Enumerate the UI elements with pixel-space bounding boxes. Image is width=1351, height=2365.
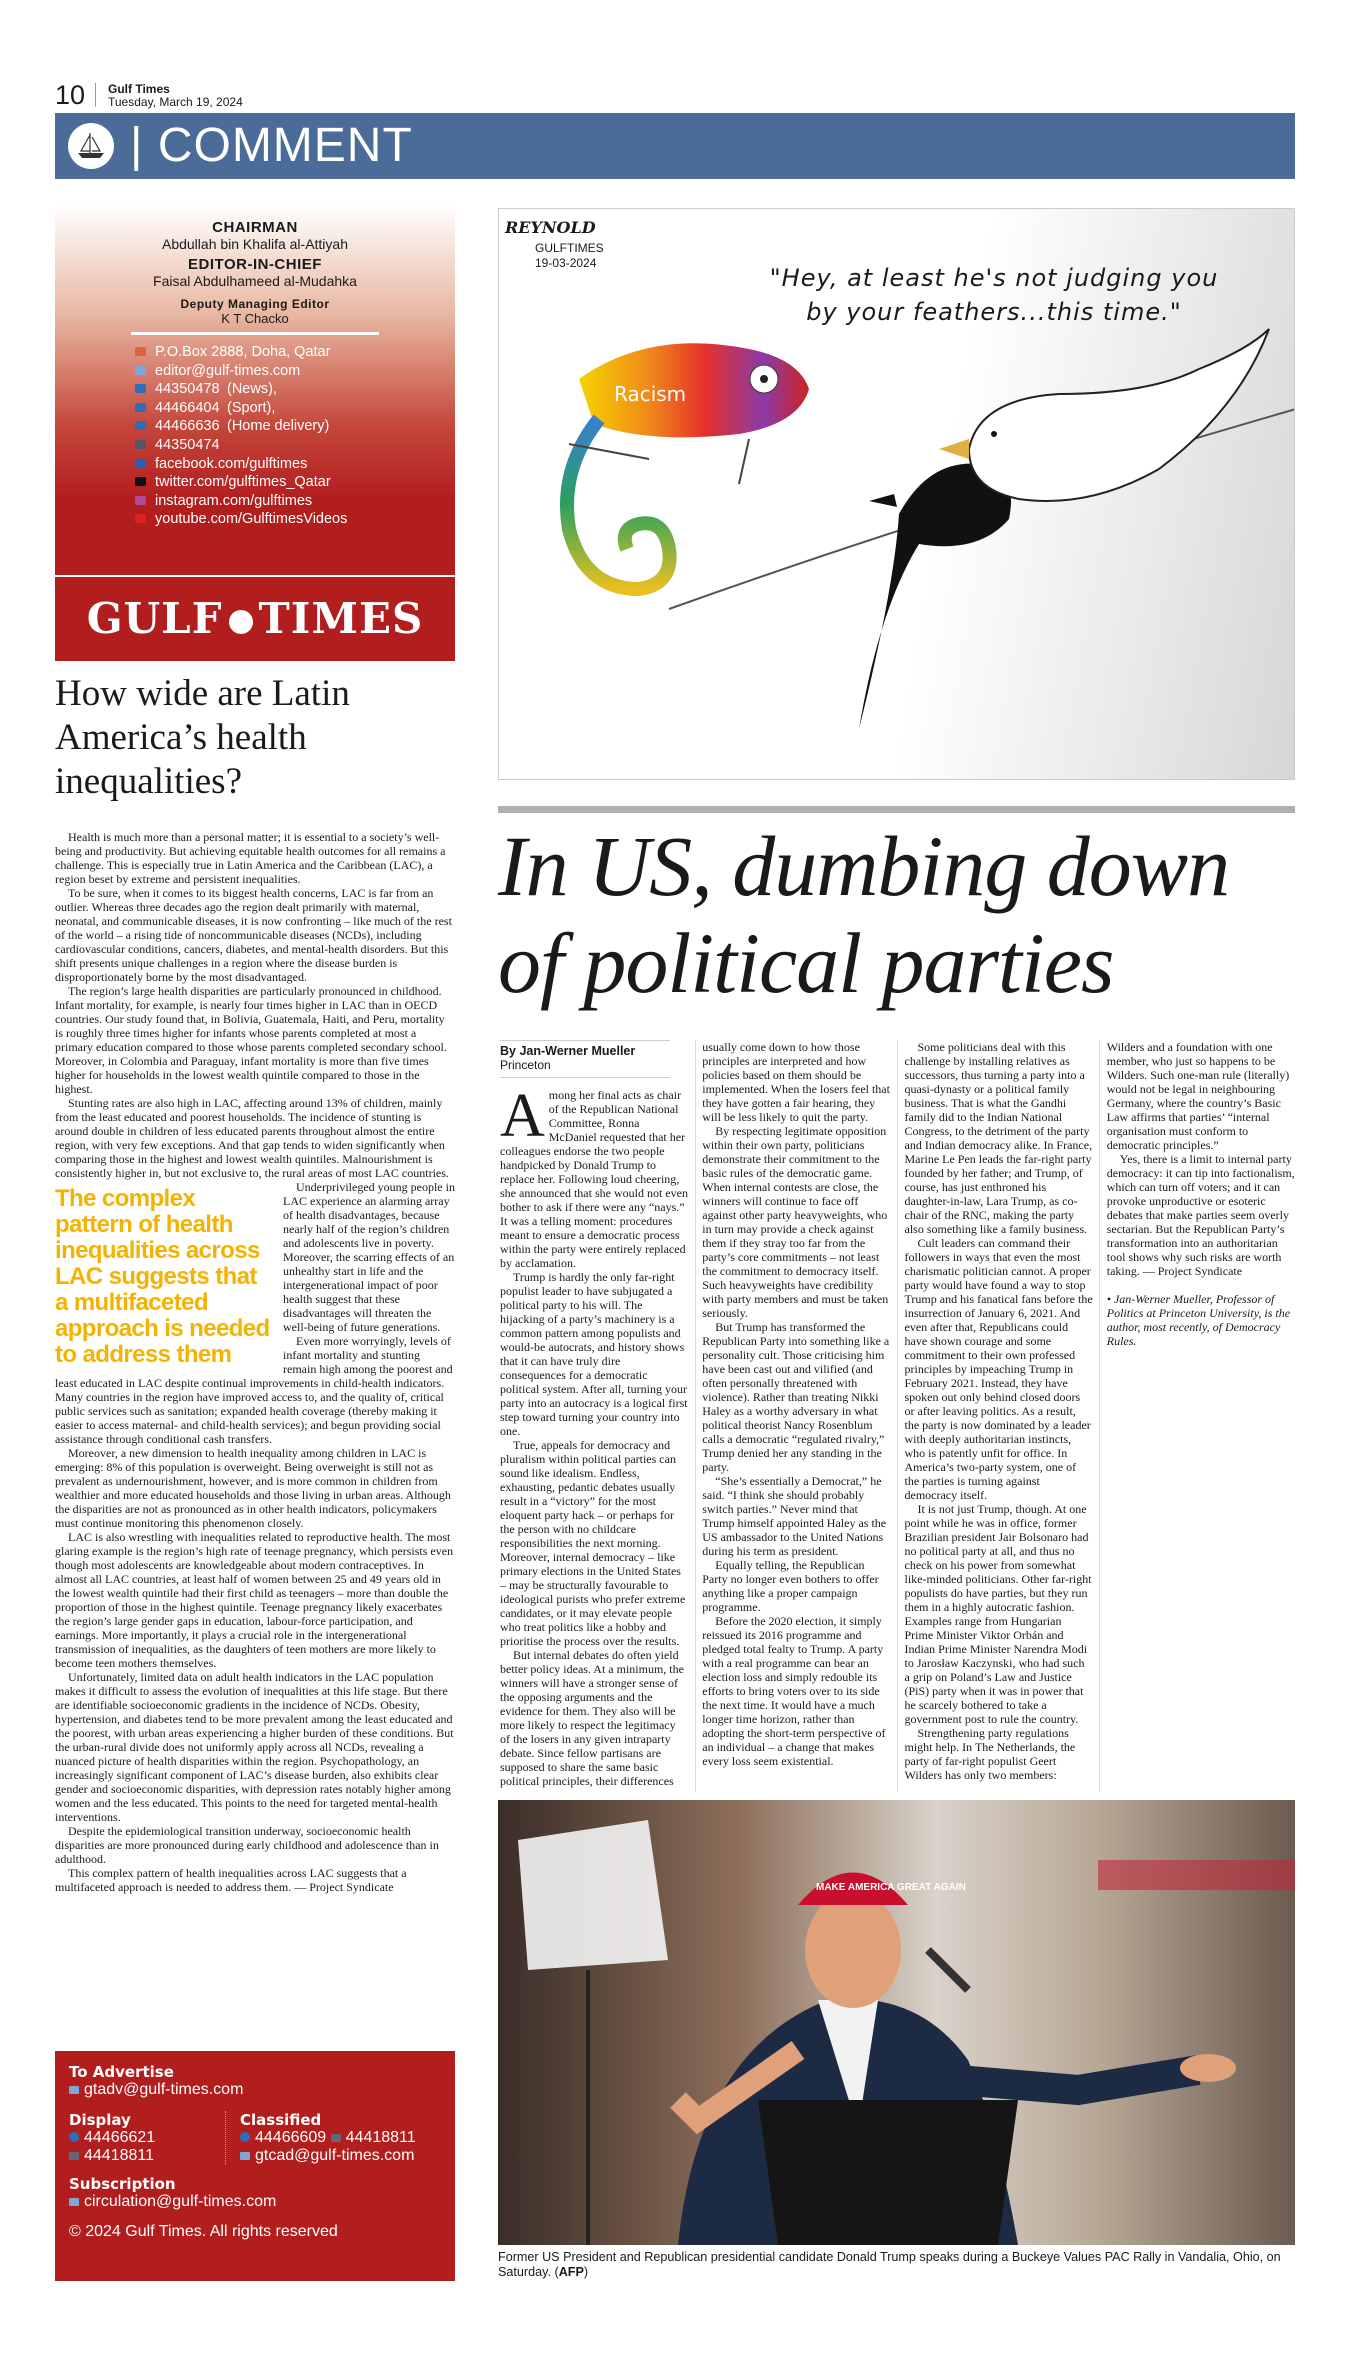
deputy-name: K T Chacko xyxy=(221,311,289,326)
paragraph: It is not just Trump, though. At one point while he was in office, former Brazilian president Jair Bolsonaro had no political party at all, and thus no check on his power from somewhat like-minded politicians. Other far-right populists do have parties, but they run them in a highly autocratic fashion. Examples range from Hungarian Prime Minister Viktor Orbán and Indian Prime Minister Narendra Modi to Jarosław Kaczynski, who had such a grip on Poland’s Law and Justice (PiS) party when it was in power that he scarcely bothered to take a government post to rule the country. xyxy=(904,1502,1092,1726)
paragraph: Some politicians deal with this challenge by installing relatives as successors, thus turning a party into a quasi-dynasty or a political family business. That is what the Gandhi family did to the Indian National Congress, to the detriment of the party and Indian democracy alike. In France, Marine Le Pen leads the far-right party founded by her father; and Trump, of course, has just enthroned his daughter-in-law, Lara Trump, as co-chair of the RNC, making the party also something like a family business. xyxy=(904,1040,1093,1236)
contact-text: 44350478 xyxy=(155,381,220,398)
paragraph xyxy=(500,1082,688,1270)
classified-label: Classified xyxy=(240,2111,322,2129)
classified-email[interactable]: gtcad@gulf-times.com xyxy=(255,2147,415,2164)
news-photo xyxy=(498,1800,1295,2245)
contact-item[interactable] xyxy=(135,492,455,511)
right-headline: In US, dumbing down of political parties xyxy=(498,818,1230,1011)
contact-text: P.O.Box 2888, Doha, Qatar xyxy=(155,344,331,360)
advertising-box xyxy=(55,2051,455,2281)
location-icon xyxy=(135,347,146,356)
chairman-name: Abdullah bin Khalifa al-Attiyah xyxy=(161,236,348,252)
photo-credit: AFP xyxy=(558,2265,584,2279)
email-icon xyxy=(240,2152,250,2160)
phone-icon xyxy=(69,2132,79,2142)
teleprompter xyxy=(518,1820,668,1970)
subscription-email[interactable]: circulation@gulf-times.com xyxy=(84,2193,277,2210)
left-article-body xyxy=(55,830,455,1894)
speaker-face xyxy=(805,1892,901,2008)
contact-tag: (News), xyxy=(227,381,277,398)
copyright: © 2024 Gulf Times. All rights reserved xyxy=(69,2223,338,2240)
advertise-label: To Advertise xyxy=(69,2063,174,2081)
contact-text: twitter.com/gulftimes_Qatar xyxy=(155,474,331,491)
classified-phone: 44466609 xyxy=(255,2129,327,2146)
gulf-times-logo xyxy=(55,577,455,661)
classified-fax: 44418811 xyxy=(345,2129,416,2146)
white-bird-drawing xyxy=(939,329,1269,501)
contact-item[interactable] xyxy=(135,362,455,381)
dhow-logo-icon xyxy=(68,123,114,169)
speech-line: by your feathers...this time." xyxy=(806,298,1182,326)
paragraph: Stunting rates are also high in LAC, affecting around 13% of children, mainly from the least educated and poorest households. The incidence of stunting is around double in children of less educated parents throughout almost the entire region, with very few exceptions. And that gap tends to widen significantly when comparing those in the highest and lowest wealth quintiles. Malnourishment is consistently higher in, but not exclusive to, the rural areas of most LAC countries. xyxy=(55,1096,449,1180)
brand-left: GULF xyxy=(86,594,223,643)
author-location: Princeton xyxy=(500,1058,551,1072)
brand-right: TIMES xyxy=(258,594,424,643)
editor-name: Faisal Abdulhameed al-Mudahka xyxy=(153,273,357,289)
paragraph: Strengthening party regulations might help. In The Netherlands, the party of far-right populist Geert Wilders has only two members: Wilders and a foundation with one member, who just so happens to be Wilders. Such one-man rule (literally) would not be legal in neighbouring Germany, where the country’s Basic Law affirms that parties’ “internal organisation must conform to democratic principles.” xyxy=(904,1040,1290,1782)
paragraph: Before the 2020 election, it simply reissued its 2016 programme and pledged total fealty to Trump. A party with a real programme can bear an election loss and simply redouble its efforts to bring voters over to its side the next time. It would have a much longer time horizon, rather than adopting the short-term perspective of an individual – a change that makes every loss seem existential. xyxy=(702,1614,886,1768)
email-icon xyxy=(135,366,146,375)
podium xyxy=(758,2100,1018,2245)
fax-icon xyxy=(331,2134,341,2142)
page-number: 10 xyxy=(55,80,86,110)
x-icon xyxy=(135,477,146,486)
phone-icon xyxy=(135,403,146,412)
contact-tag: (Sport), xyxy=(227,399,276,416)
chairman-label: CHAIRMAN xyxy=(212,219,298,236)
advertise-email[interactable]: gtadv@gulf-times.com xyxy=(84,2081,244,2098)
contact-text: 44466404 xyxy=(155,399,220,416)
phone-icon xyxy=(135,421,146,430)
facebook-icon xyxy=(135,459,146,468)
paragraph: By respecting legitimate opposition within their own party, politicians demonstrate their commitment to the basic rules of the democratic game. When internal contests are close, the winners will continue to face off against other party heavyweights, who in turn may provide a check against them if they stray too far from the party’s core commitments – not least the commitment to democracy itself. Such heavyweights have credibility with party members and must be taken seriously. xyxy=(702,1124,889,1320)
contact-list xyxy=(55,343,455,529)
publication-date: Tuesday, March 19, 2024 xyxy=(108,95,243,109)
byline xyxy=(500,1040,670,1078)
fax-icon xyxy=(69,2152,79,2160)
editor-label: EDITOR-IN-CHIEF xyxy=(188,256,322,273)
paragraph: Trump is hardly the only far-right populist leader to have subjugated a political party to his will. The hijacking of a party’s machinery is a common pattern among populists and would-be autocrats, and history shows that it can have truly dire consequences for a democratic political system. After all, turning your party into an autocracy is a logical first step toward turning your country into one. xyxy=(500,1270,688,1438)
signature-publication: GULFTIMES xyxy=(535,241,604,255)
contact-text: 44466636 xyxy=(155,418,220,435)
drop-cap: A xyxy=(500,1082,545,1150)
contact-item[interactable] xyxy=(135,455,455,474)
pull-quote: The complex pattern of health inequalities across LAC suggests that a multifaceted approach is needed to address them xyxy=(55,1185,270,1368)
author-bio: • Jan-Werner Mueller, Professor of Politics at Princeton University, is the author, most recently, of Democracy Rules. xyxy=(1106,1292,1291,1348)
divider xyxy=(95,83,96,107)
paragraph: Cult leaders can command their followers in ways that even the most charismatic politician cannot. A proper party would have found a way to stop Trump and his fanatical fans before the insurrection of January 6, 2021. And even after that, Republicans could have shown courage and some commitment to their own professed principles by impeaching Trump in February 2021. Instead, they have spoken out only behind closed doors or after leaving politics. As a result, the party is now dominated by a leader with deeply authoritarian instincts, who is patently unfit for office. In America’s two-party system, one of the parties is turning against democracy itself. xyxy=(904,1236,1093,1502)
speech-line: "Hey, at least he's not judging you xyxy=(769,264,1219,292)
chameleon-drawing xyxy=(567,343,809,589)
contact-item[interactable] xyxy=(135,510,455,529)
email-icon xyxy=(69,2198,79,2206)
contact-item[interactable] xyxy=(135,399,455,418)
paragraph: Health is much more than a personal matter; it is essential to a society’s well-being and productivity. But achieving equitable health outcomes for all remains a challenge. This is especially true in Latin America and the Caribbean (LAC), a region beset by extreme and persistent inequalities. xyxy=(55,830,446,886)
email-icon xyxy=(69,2086,79,2094)
right-article-body xyxy=(500,1040,1295,1792)
phone-icon xyxy=(135,384,146,393)
speech-text xyxy=(704,261,1284,329)
dhow-logo-icon xyxy=(229,610,253,634)
contact-item xyxy=(135,436,455,455)
paragraph: Even more worryingly, levels of infant mortality and stunting remain high among the poorest and least educated in LAC despite continual improvements in child-health indicators. Many countries in the region have improved access to, and the quality of, critical public services such as sanitation; expanded health coverage (thereby making it easier to access maternal- and child-health services); and begun providing social assistance through conditional cash transfers. xyxy=(55,1334,453,1446)
paragraph: The region’s large health disparities are particularly pronounced in childhood. Infant mortality, for example, is nearly four times higher in LAC than in OECD countries. Our study found that, in Bolivia, Guatemala, Haiti, and Peru, mortality is roughly three times higher for infants whose parents completed at most a primary education compared to those whose parents completed secondary school. Moreover, in Colombia and Paraguay, infant mortality is more than five times higher for households in the lowest wealth quintile compared to those in the highest. xyxy=(55,984,447,1096)
contact-text: instagram.com/gulftimes xyxy=(155,492,313,509)
contact-text: editor@gulf-times.com xyxy=(155,362,301,379)
contact-item xyxy=(135,343,455,362)
left-headline: How wide are Latin America’s health inequalities? xyxy=(55,673,350,802)
divider xyxy=(131,332,379,335)
cartoonist-signature: REYNOLD xyxy=(505,218,596,237)
contact-tag: (Home delivery) xyxy=(227,418,330,435)
cap-text: MAKE AMERICA GREAT AGAIN xyxy=(816,1882,966,1893)
editorial-cartoon xyxy=(498,208,1295,780)
paragraph: “She’s essentially a Democrat,” he said. “I think she should probably switch parties.” Never mind that Trump himself appointed Haley as the US ambassador to the United Nations during his term as president. xyxy=(702,1474,887,1558)
display-fax: 44418811 xyxy=(84,2147,154,2164)
paragraph: True, appeals for democracy and pluralism within political parties can sound like idealism. Endless, exhausting, pedantic debates usually result in a “victory” for the most eloquent party hack – or perhaps for the person with no childcare responsibilities the next morning. Moreover, internal democracy – like primary elections in the United States – may be structurally favourable to ideological purists who prefer extreme candidates, or it may elevate people who treat politics like a hobby and prioritise the process over the results. xyxy=(500,1438,686,1648)
subscription-label: Subscription xyxy=(69,2175,176,2193)
signature-date: 19-03-2024 xyxy=(535,256,597,270)
paragraph: Moreover, a new dimension to health inequality among children in LAC is emerging: 8% of this population is overweight. Being overweight is still not as prevalent as undernourishment, however, and is more common in children from wealthier and more educated households and those living in urban areas. Although the disparities are not as pronounced as in other health indicators, policymakers must continue monitoring this phenomenon closely. xyxy=(55,1446,451,1530)
contact-text: 44350474 xyxy=(155,436,220,453)
paragraph: Unfortunately, limited data on adult health indicators in the LAC population makes it difficult to assess the evolution of inequalities at this life stage. But there are identifiable socioeconomic gradients in the incidence of NCDs. Obesity, hypertension, and diabetes tend to be more prevalent among the least educated and the poorest, with urban areas experiencing a higher burden of these conditions. But the urban-rural divide does not uniformly apply across all NCDs, revealing a nuanced picture of health disparities within the region. Psychopathology, an increasingly significant component of LAC’s disease burden, also exhibits clear gender and socioeconomic disparities, with depression rates notably higher among women and the less educated. This points to the need for targeted mental-health interventions. xyxy=(55,1670,454,1824)
paragraph: But Trump has transformed the Republican Party into something like a personality cult. Those criticising him have been cast out and vilified (and often personally threatened with violence). Rather than treating Nikki Haley as a worthy adversary in what political theorist Nancy Rosenblum calls a democratic “regulated rivalry,” Trump denied her any standing in the party. xyxy=(702,1320,890,1474)
masthead xyxy=(55,205,455,575)
paragraph: This complex pattern of health inequalities across LAC suggests that a multifaceted approach is needed to address them. — Project Syndicate xyxy=(55,1866,407,1894)
contact-text: facebook.com/gulftimes xyxy=(155,455,308,472)
paragraph: To be sure, when it comes to its biggest health concerns, LAC is far from an outlier. Whereas three decades ago the region dealt primarily with maternal, neonatal, and communicable diseases, it is now confronting – like much of the rest of the world – a rising tide of noncommunicable diseases (NCDs), including cardiovascular conditions, cancers, diabetes, and mental-health disorders. But this shift presents unique challenges in a region where the disease burden is disproportionately borne by the most disadvantaged. xyxy=(55,886,452,984)
phone-icon xyxy=(240,2132,250,2142)
paragraph: Equally telling, the Republican Party no longer even bothers to offer anything like a proper campaign programme. xyxy=(702,1558,879,1614)
contact-item[interactable] xyxy=(135,417,455,436)
paragraph: LAC is also wrestling with inequalities related to reproductive health. The most glaring example is the region’s high rate of teenage pregnancy, which persists even though most adolescents are knowledgeable about modern contraceptives. In almost all LAC countries, at least half of women between 25 and 49 years old in the lowest wealth quintile had their first child as teenagers – more than double the proportion of those in the highest quintile. Teenage pregnancy likely exacerbates the region’s large gender gaps in education, labour-force participation, and earnings. More importantly, it plays a crucial role in the intergenerational transmission of inequalities, as the daughters of teen mothers are more likely to become teen mothers themselves. xyxy=(55,1530,454,1670)
contact-item[interactable] xyxy=(135,473,455,492)
author: By Jan-Werner Mueller xyxy=(500,1044,636,1058)
publication-name: Gulf Times xyxy=(108,82,170,96)
chameleon-label: Racism xyxy=(614,382,687,406)
paragraph: Underprivileged young people in LAC experience an alarming array of health disadvantages, because nearly half of the region’s children and adolescents live in poverty. Moreover, the scarring effects of an unhealthy start in life and the intergenerational impact of poor health suggest that these disadvantages will threaten the well-being of future generations. xyxy=(283,1180,455,1334)
instagram-icon xyxy=(135,496,146,505)
section-title: | COMMENT xyxy=(130,119,413,172)
photo-caption: Former US President and Republican presidential candidate Donald Trump speaks during a Buckeye Values PAC Rally in Vandalia, Ohio, on Saturday. (AFP) xyxy=(498,2250,1281,2279)
display-label: Display xyxy=(69,2111,131,2129)
paragraph: Yes, there is a limit to internal party democracy: it can tip into factionalism, which can turn off voters; and it can provoke unproductive or esoteric debates that make parties seem overly sectarian. But the Republican Party’s transformation into an authoritarian tool shows why such risks are worth taking. — Project Syndicate xyxy=(1106,1152,1295,1278)
paragraph: But internal debates do often yield better policy ideas. At a minimum, the winners will have a stronger sense of the opposing arguments and the evidence for them. They also will be more likely to respect the legitimacy of the losers in any given intraparty debate. Since fellow partisans are supposed to share the same basic political principles, their differences usually come down to how those principles are interpreted and how policies based on them should be implemented. When the losers feel that they have gotten a fair hearing, they will be less likely to quit the party. xyxy=(500,1040,890,1788)
contact-text: youtube.com/GulftimesVideos xyxy=(155,511,348,528)
contact-item[interactable] xyxy=(135,380,455,399)
fax-icon xyxy=(135,440,146,449)
caption-text: Former US President and Republican presidential candidate Donald Trump speaks during a Buckeye Values PAC Rally in Vandalia, Ohio, on Saturday. xyxy=(498,2250,1281,2279)
paragraph-text: mong her final acts as chair of the Republican National Committee, Ronna McDaniel requested that her colleagues endorse the two people handpicked by Donald Trump to replace her. Following loud cheering, she announced that she would not even bother to ask if there were any “nays.” It was a telling moment: procedures meant to ensure a democratic process within the party were entirely replaced by acclamation. xyxy=(500,1088,688,1270)
deputy-label: Deputy Managing Editor xyxy=(180,297,330,311)
youtube-icon xyxy=(135,514,146,523)
divider xyxy=(498,806,1295,813)
section-label: COMMENT xyxy=(157,119,413,172)
paragraph: Despite the epidemiological transition underway, socioeconomic health disparities are more pronounced during early childhood and adolescence than in adulthood. xyxy=(55,1824,439,1866)
display-phone: 44466621 xyxy=(84,2129,156,2146)
black-bird-drawing xyxy=(859,464,1011,729)
